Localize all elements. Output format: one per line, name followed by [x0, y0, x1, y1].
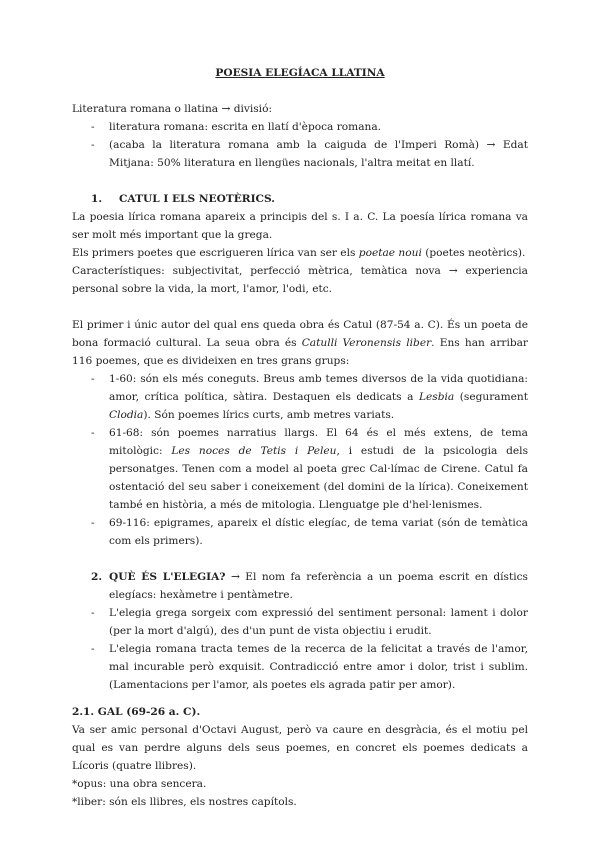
section-intro [109, 568, 528, 604]
note: *opus: una obra sencera. [72, 778, 207, 790]
text-run: ). Són poemes lírics curts, amb metres variats. [143, 409, 395, 421]
text-run: El primer i únic autor del qual ens queda obra és Catul (87-54 a. C). És un poeta de bona formació cultural. La seua obra és [72, 319, 528, 349]
list-item: - L'elegia grega sorgeix com expressió del sentiment personal: lament i dolor (per la mort d'algú), des d'un punt de vista objectiu i erudit. [72, 604, 528, 640]
list-item [72, 370, 528, 424]
section-number: 2. [91, 571, 103, 583]
italic-term: Clodia [109, 409, 144, 421]
section-title: CATUL I ELS NEOTÈRICS. [119, 193, 275, 205]
elegy-list [72, 604, 528, 694]
text-run: , i estudi de la psicologia dels personatges. Tenen com a model al poeta grec Cal·límac de Cirene. Catul fa ostentació del seu saber i coneixement (del domini de la lírica). Coneixement també en història, a més de mitologia. Llenguatge ple d'hel·lenismes. [109, 445, 529, 511]
text-run: Els primers poetes que escrigueren lírica van ser els [72, 247, 359, 259]
paragraph [72, 316, 528, 370]
italic-term: Catulli Veronensis liber [301, 337, 432, 349]
list-item: - L'elegia romana tracta temes de la recerca de la felicitat a través de l'amor, mal incurable però exquisit. Contradicció entre amor i dolor, trist i sublim. (Lamentacions per l'amor, als poetes els agrada patir per amor). [72, 640, 528, 694]
section-title: QUÈ ÉS L'ELEGIA? [109, 571, 226, 583]
text-run: . Ens han arribar 116 poemes, que es divideixen en tres grans grups: [72, 337, 528, 367]
list-item [72, 424, 528, 514]
text-run: 61-68: són poemes narratius llargs. El 64 és el més extens, de tema mitològic: [109, 427, 528, 457]
text-run: (segurament [454, 391, 528, 403]
list-item: - 69-116: epigrames, apareix el dístic elegíac, de tema variat (són de temàtica com els primers). [72, 514, 528, 550]
intro-list [72, 118, 528, 172]
section-2-heading [72, 568, 528, 604]
list-item: - literatura romana: escrita en llatí d'època romana. [72, 118, 528, 136]
section-2-1-heading: 2.1. GAL (69-26 a. C). [72, 706, 201, 718]
paragraph: La poesia lírica romana apareix a principis del s. I a. C. La poesía lírica romana va ser molt més important que la grega. [72, 211, 528, 241]
section-1-heading [72, 190, 528, 208]
italic-term: Lesbia [419, 391, 455, 403]
list-item: - (acaba la literatura romana amb la caiguda de l'Imperi Romà) → Edat Mitjana: 50% literatura en llengües nacionals, l'altra meitat en llatí. [72, 136, 528, 172]
text-run: 1-60: són els més coneguts. Breus amb temes diversos de la vida quotidiana: amor, crítica política, sàtira. Destaquen els dedicats a [109, 373, 528, 403]
document-page [72, 64, 528, 811]
paragraph [72, 244, 528, 262]
italic-term: poetae noui [358, 247, 422, 259]
intro-lead: Literatura romana o llatina → divisió: [72, 103, 273, 115]
paragraph: Va ser amic personal d'Octavi August, però va caure en desgràcia, és el motiu pel qual es van perdre alguns dels seus poemes, en concret els poemes dedicats a Lícoris (quatre llibres). [72, 724, 528, 772]
italic-term: Les noces de Tetis i Peleu [171, 445, 337, 457]
section-number: 1. [91, 193, 103, 205]
poem-groups-list [72, 370, 528, 550]
text-run: → El nom fa referència a un poema escrit en dístics elegíacs: hexàmetre i pentàmetre. [109, 571, 528, 601]
text-run: (poetes neotèrics). [421, 247, 526, 259]
note: *liber: són els llibres, els nostres capítols. [72, 796, 297, 808]
page-title: POESIA ELEGÍACA LLATINA [215, 67, 385, 79]
paragraph: Característiques: subjectivitat, perfecció mètrica, temàtica nova → experiencia personal sobre la vida, la mort, l'amor, l'odi, etc. [72, 265, 528, 295]
